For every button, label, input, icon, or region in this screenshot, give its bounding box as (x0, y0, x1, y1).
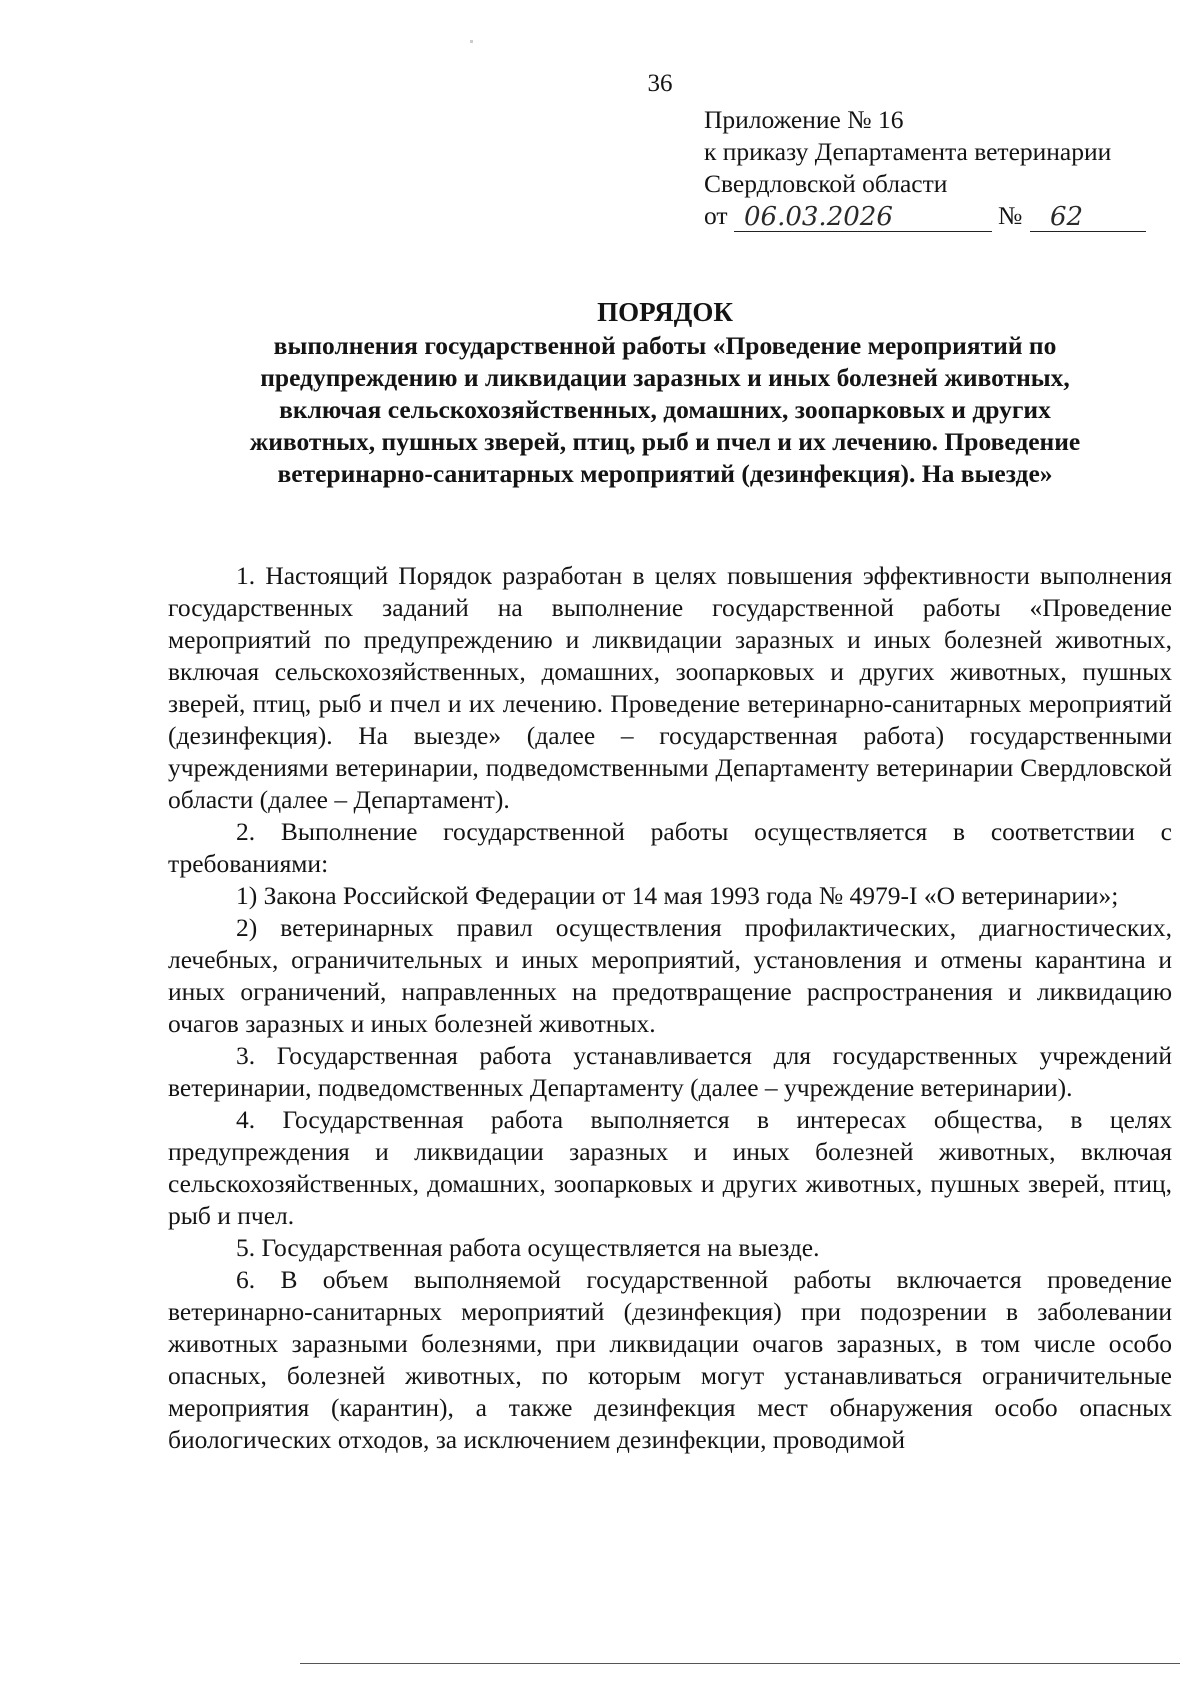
scan-artifact (470, 40, 473, 43)
paragraph-2-item-1: 1) Закона Российской Федерации от 14 мая 1993 года № 4979-I «О ветеринарии»; (236, 881, 1119, 910)
title-main: ПОРЯДОК (597, 297, 733, 327)
handwritten-date (734, 203, 992, 233)
number-field (1030, 203, 1146, 232)
handwritten-number-text: 62 (1050, 203, 1084, 232)
appendix-header (704, 104, 1174, 232)
title-line: включая сельскохозяйственных, домашних, зоопарковых и других (279, 395, 1051, 424)
footer-rule (300, 1663, 1180, 1664)
paragraph-2-item-2: 2) ветеринарных правил осуществления профилактических, диагностических, лечебных, ограничительных и иных мероприятий, установления и отмены карантина и иных ограничений, направленных на предотвращение распространения и ликвидацию очагов заразных и иных болезней животных. (168, 913, 1172, 1038)
document-body (168, 560, 1172, 1456)
title-line: ветеринарно-санитарных мероприятий (дезинфекция). На выезде» (277, 459, 1053, 488)
paragraph-2: 2. Выполнение государственной работы осуществляется в соответствии с требованиями: (168, 817, 1172, 878)
appendix-date-line (704, 200, 1174, 232)
title-line: животных, пушных зверей, птиц, рыб и пчел и их лечению. Проведение (249, 427, 1081, 456)
paragraph-4: 4. Государственная работа выполняется в интересах общества, в целях предупреждения и ликвидации заразных и иных болезней животных, включая сельскохозяйственных, домашних, зоопарковых и других животных, пушных зверей, птиц, рыб и пчел. (168, 1105, 1172, 1230)
appendix-title: Приложение № 16 (704, 105, 904, 134)
handwritten-number (1030, 203, 1146, 233)
paragraph-6: 6. В объем выполняемой государственной работы включается проведение ветеринарно-санитарных мероприятий (дезинфекция) при подозрении в заболевании животных заразными болезнями, при ликвидации очагов заразных, в том числе особо опасных, болезней животных, по которым могут устанавливаться ограничительные мероприятия (карантин), а также дезинфекция мест обнаружения особо опасных биологических отходов, за исключением дезинфекции, проводимой (168, 1265, 1172, 1454)
date-field (734, 203, 992, 232)
date-prefix: от (704, 201, 728, 230)
title-line: выполнения государственной работы «Проведение мероприятий по (273, 331, 1057, 360)
number-label: № (997, 201, 1023, 230)
paragraph-5: 5. Государственная работа осуществляется на выезде. (236, 1233, 820, 1262)
appendix-region: Свердловской области (704, 169, 948, 198)
title-line: предупреждению и ликвидации заразных и иных болезней животных, (260, 363, 1070, 392)
paragraph-3: 3. Государственная работа устанавливается для государственных учреждений ветеринарии, подведомственных Департаменту (далее – учреждение ветеринарии). (168, 1041, 1172, 1102)
handwritten-date-text: 06.03.2026 (743, 203, 893, 232)
page-number: 36 (647, 70, 673, 97)
document-title (150, 296, 1180, 490)
appendix-order-ref: к приказу Департамента ветеринарии (704, 137, 1112, 166)
paragraph-1: 1. Настоящий Порядок разработан в целях повышения эффективности выполнения государственных заданий на выполнение государственной работы «Проведение мероприятий по предупреждению и ликвидации заразных и иных болезней животных, включая сельскохозяйственных, домашних, зоопарковых и других животных, пушных зверей, птиц, рыб и пчел и их лечению. Проведение ветеринарно-санитарных мероприятий (дезинфекция). На выезде» (далее – государственная работа) государственными учреждениями ветеринарии, подведомственными Департаменту ветеринарии Свердловской области (далее – Департамент). (168, 561, 1172, 814)
